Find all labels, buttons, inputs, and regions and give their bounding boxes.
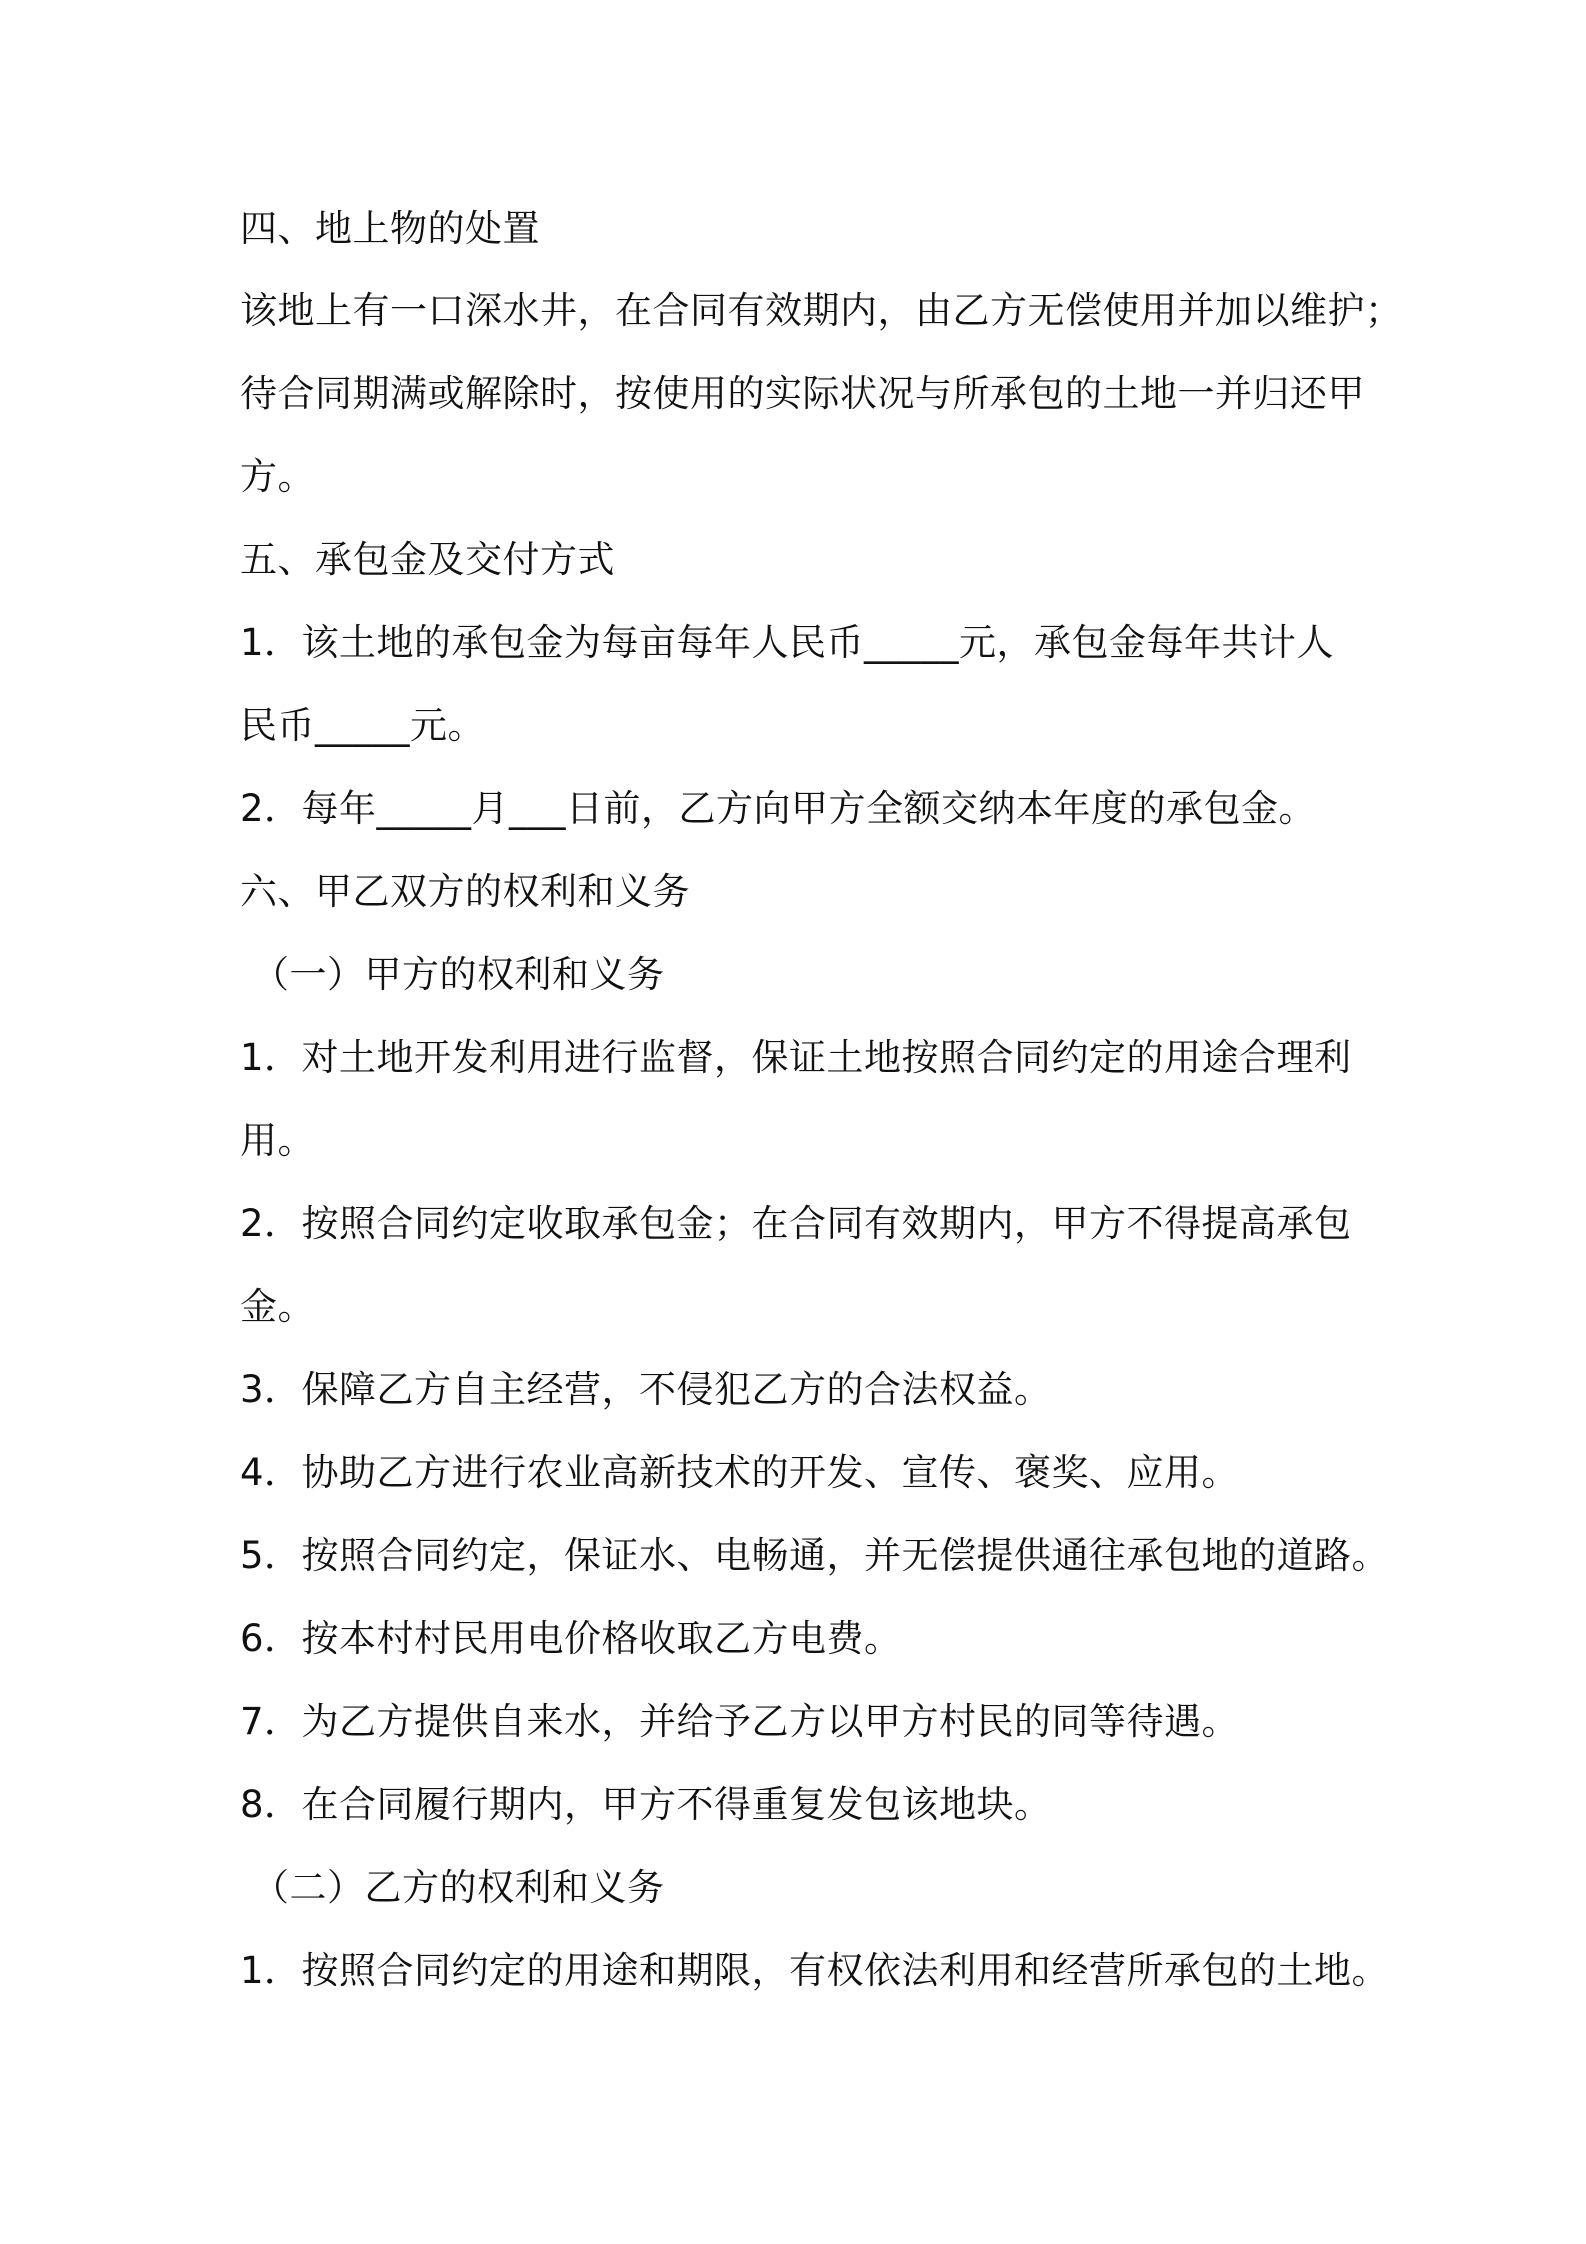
section-heading-6: 六、甲乙双方的权利和义务 <box>240 870 690 913</box>
clause-line: 2．按照合同约定收取承包金；在合同有效期内，甲方不得提高承包 <box>240 1202 1352 1245</box>
clause-line: 5．按照合同约定，保证水、电畅通，并无偿提供通往承包地的道路。 <box>240 1534 1390 1577</box>
clause-line: 民币_____元。 <box>240 704 485 747</box>
clause-line: 8．在合同履行期内，甲方不得重复发包该地块。 <box>240 1783 1052 1826</box>
clause-line: 4．协助乙方进行农业高新技术的开发、宣传、褒奖、应用。 <box>240 1451 1240 1494</box>
clause-line: 7．为乙方提供自来水，并给予乙方以甲方村民的同等待遇。 <box>240 1700 1240 1743</box>
clause-line: 1．对土地开发利用进行监督，保证土地按照合同约定的用途合理利 <box>240 1036 1352 1079</box>
subsection-heading-2: （二）乙方的权利和义务 <box>252 1866 665 1909</box>
section-heading-5: 五、承包金及交付方式 <box>240 538 615 581</box>
clause-line: 金。 <box>240 1285 315 1328</box>
clause-line: 1．该土地的承包金为每亩每年人民币_____元，承包金每年共计人 <box>240 621 1335 664</box>
paragraph-line: 该地上有一口深水井，在合同有效期内，由乙方无偿使用并加以维护； <box>240 289 1403 332</box>
paragraph-line: 待合同期满或解除时，按使用的实际状况与所承包的土地一并归还甲 <box>240 372 1365 415</box>
paragraph-line: 方。 <box>240 455 315 498</box>
clause-line: 3．保障乙方自主经营，不侵犯乙方的合法权益。 <box>240 1368 1052 1411</box>
clause-line: 6．按本村村民用电价格收取乙方电费。 <box>240 1617 902 1660</box>
subsection-heading-1: （一）甲方的权利和义务 <box>252 953 665 996</box>
clause-line: 2．每年_____月___日前，乙方向甲方全额交纳本年度的承包金。 <box>240 787 1317 830</box>
clause-line: 用。 <box>240 1119 315 1162</box>
clause-line: 1．按照合同约定的用途和期限，有权依法利用和经营所承包的土地。 <box>240 1949 1390 1992</box>
section-heading-4: 四、地上物的处置 <box>240 207 540 250</box>
